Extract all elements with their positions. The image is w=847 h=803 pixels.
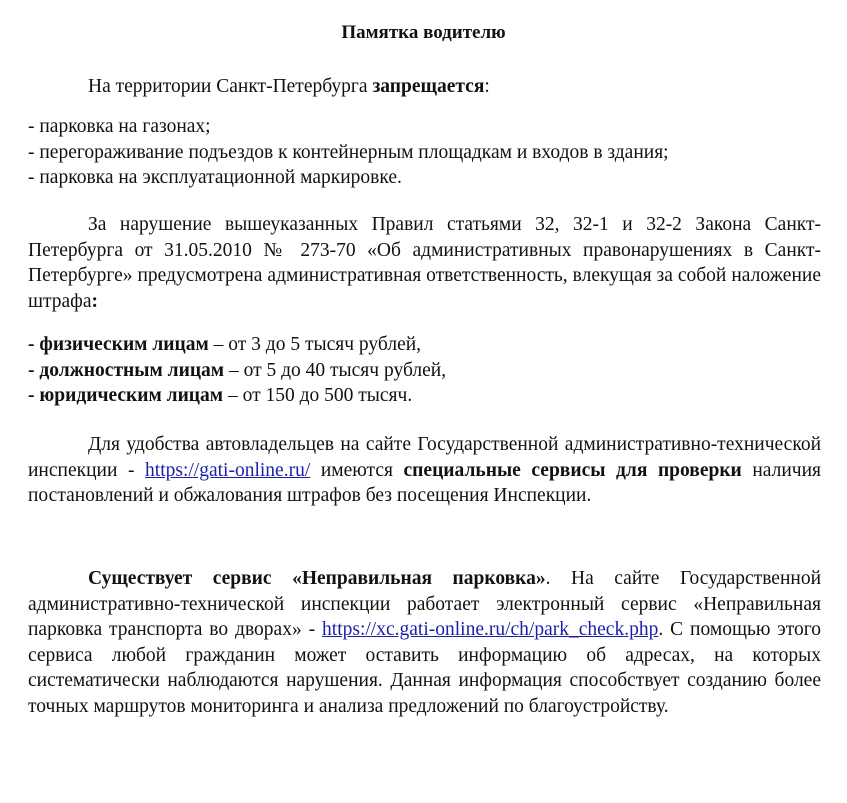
parking-service-bold: Существует сервис «Неправильная парковка» — [88, 568, 546, 589]
list-item — [28, 383, 821, 409]
fines-list — [28, 332, 821, 409]
services-text-1: Для удобства автовладельцев на сайте Государственной административно-технической инспекции - — [28, 434, 821, 481]
gati-site-link[interactable]: https://gati-online.ru/ — [145, 459, 311, 481]
fine-who: - физическим лицам — [28, 334, 209, 355]
liability-colon: : — [91, 290, 98, 312]
fine-amount: – от 150 до 500 тысяч. — [223, 385, 413, 406]
intro-paragraph — [28, 74, 821, 100]
parking-service-text-1: . На сайте Государственной административно-технической инспекции работает электронный сервис «Неправильная парковка транспорта во дворах» - — [28, 568, 822, 640]
fine-who: - юридическим лицам — [28, 385, 224, 406]
intro-bold: запрещается — [372, 76, 485, 97]
parking-service-paragraph — [28, 566, 821, 719]
list-item: - перегораживание подъездов к контейнерным площадкам и входов в здания; — [28, 141, 669, 163]
park-check-link[interactable]: https://xc.gati-online.ru/ch/park_check.php — [322, 619, 659, 640]
fine-who: - должностным лицам — [28, 359, 225, 381]
intro-text: На территории Санкт-Петербурга — [88, 76, 373, 97]
fine-amount: – от 3 до 5 тысяч рублей, — [208, 334, 422, 355]
services-paragraph — [28, 432, 821, 509]
list-item: - парковка на эксплуатационной маркировке. — [28, 167, 402, 188]
fine-amount: – от 5 до 40 тысяч рублей, — [224, 359, 447, 381]
liability-paragraph — [28, 212, 821, 314]
intro-colon: : — [484, 76, 490, 97]
liability-text: За нарушение вышеуказанных Правил статьями 32, 32-1 и 32-2 Закона Санкт-Петербурга от 31.05.2010 № 273-70 «Об административных правонарушениях в Санкт-Петербурге» предусмотрена административная ответственность, влекущая за собой наложение штрафа — [28, 214, 821, 312]
page-title: Памятка водителю — [341, 22, 506, 43]
list-item — [28, 358, 821, 384]
services-text-2: имеются — [310, 459, 404, 481]
prohibitions-list — [28, 114, 821, 191]
list-item: - парковка на газонах; — [28, 116, 211, 137]
parking-service-text-2: . С помощью этого сервиса любой гражданин может оставить информацию об адресах, на которых систематически наблюдаются нарушения. Данная информация способствует созданию более точных маршрутов мониторинга и анализа предложений по благоустройству. — [28, 619, 821, 717]
services-bold: специальные сервисы для проверки — [403, 459, 742, 481]
list-item — [28, 332, 821, 358]
services-text-3: наличия постановлений и обжалования штрафов без посещения Инспекции. — [28, 459, 822, 506]
